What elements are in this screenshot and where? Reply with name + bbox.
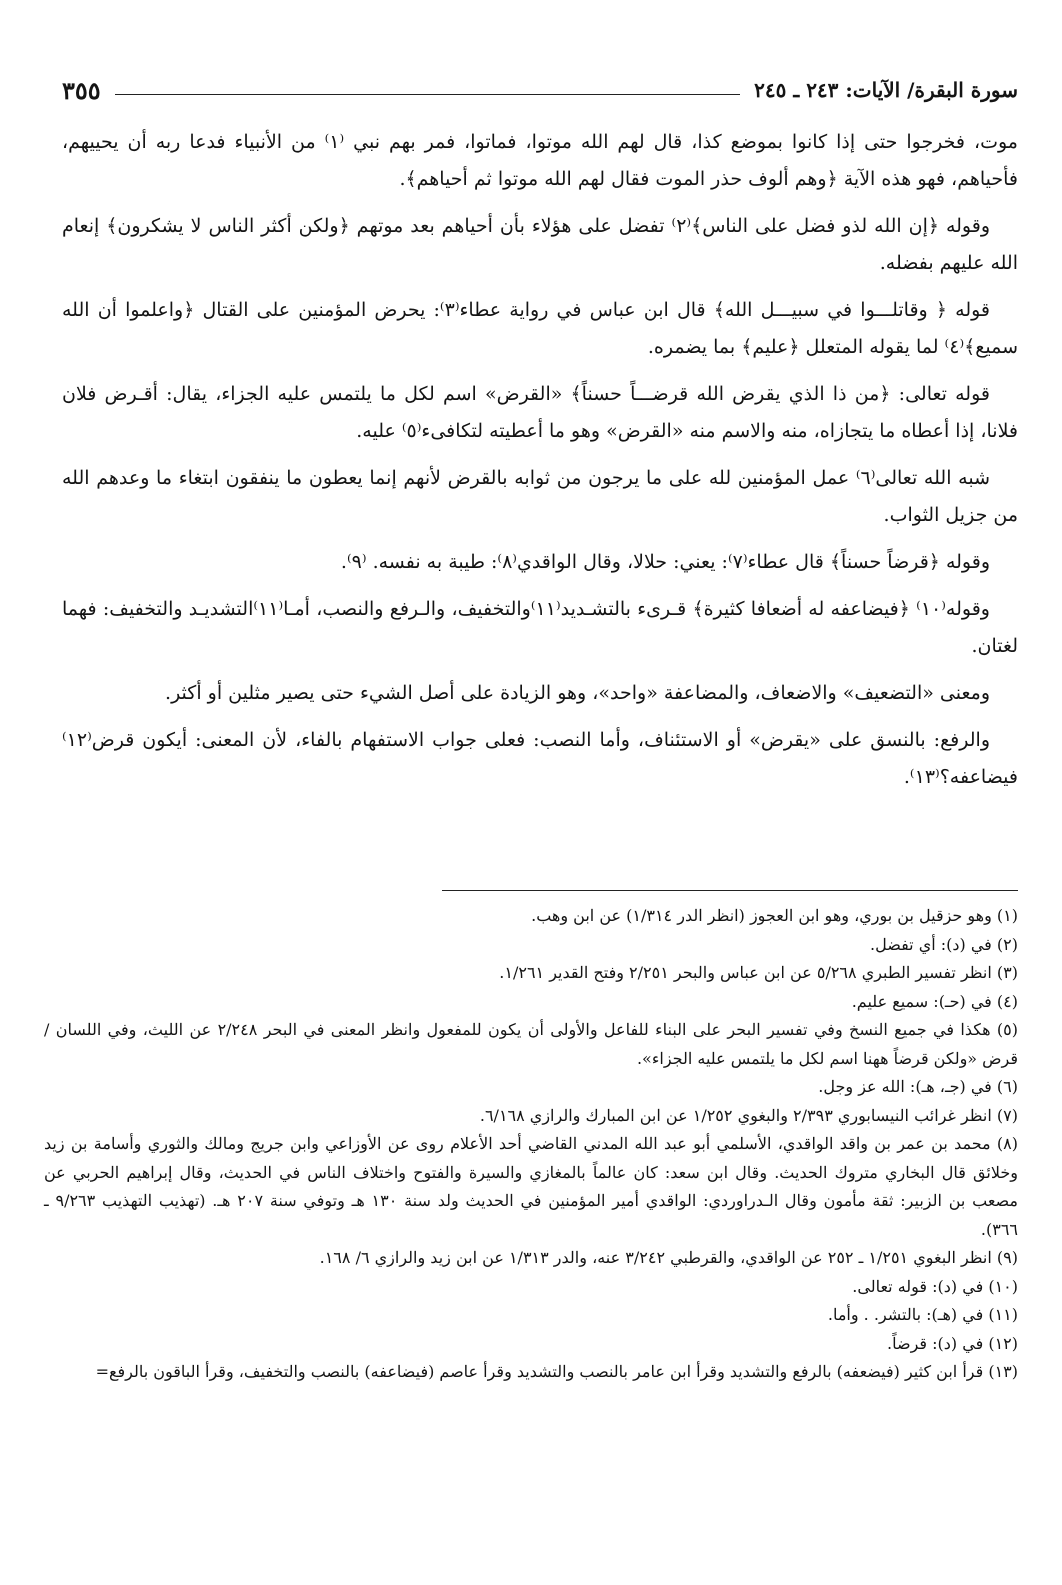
footnote: (١٢) في (د): قرضاً. (887, 1333, 1018, 1353)
paragraph: وقوله ﴿إن الله لذو فضل على الناس﴾⁽٢⁾ تفضل على هؤلاء بأن أحياهم بعد موتهم ﴿ولكن أكثر الناس لا يشكرون﴾ إنعام الله عليهم بفضله. (62, 215, 1018, 274)
surah-title: سورة البقرة/ الآيات: ٢٤٣ ـ ٢٤٥ (754, 78, 1018, 102)
main-text (62, 124, 1018, 806)
paragraph: وقوله⁽١٠⁾ ﴿فيضاعفه له أضعافا كثيرة﴾ قـرىء بالتشـديد⁽١١⁾والتخفيف، والـرفع والنصب، أمـا⁽١١⁾التشديـد والتخفيف: فهما لغتان. (62, 598, 1018, 657)
footnotes (44, 902, 1018, 1387)
page-number: ٣٥٥ (62, 75, 101, 105)
paragraph: قوله ﴿ وقاتلـــوا في سبيـــل الله﴾ قال ابن عباس في رواية عطاء⁽٣⁾: يحرض المؤمنين على القتال ﴿واعلموا أن الله سميع﴾⁽٤⁾ لما يقوله المتعلل ﴿عليم﴾ بما يضمره. (62, 299, 1018, 358)
footnote: (٥) هكذا في جميع النسخ وفي تفسير البحر على البناء للفاعل والأولى أن يكون للمفعول وانظر المعنى في البحر ٢/٢٤٨ عن الليث، وفي اللسان / قرض «ولكن قرضاً ههنا اسم لكل ما يلتمس عليه الجزاء». (44, 1020, 1018, 1068)
paragraph: والرفع: بالنسق على «يقرض» أو الاستئناف، وأما النصب: فعلى جواب الاستفهام بالفاء، لأن المعنى: أيكون قرض⁽١٢⁾ فيضاعفه؟⁽١٣⁾. (62, 729, 1018, 788)
paragraph: شبه الله تعالى⁽٦⁾ عمل المؤمنين لله على ما يرجون من ثوابه بالقرض لأنهم إنما يعطون ما ينفقون ابتغاء ما وعدهم الله من جزيل الثواب. (62, 467, 1018, 526)
paragraph: وقوله ﴿قرضاً حسناً﴾ قال عطاء⁽٧⁾: يعني: حلالا، وقال الواقدي⁽٨⁾: طيبة به نفسه. ⁽٩⁾. (340, 551, 990, 573)
footnote: (٧) انظر غرائب النيسابوري ٢/٣٩٣ والبغوي ١/٢٥٢ عن ابن المبارك والرازي ٦/١٦٨. (479, 1105, 1018, 1125)
footnote: (٣) انظر تفسير الطبري ٥/٢٦٨ عن ابن عباس والبحر ٢/٢٥١ وفتح القدير ١/٢٦١. (499, 963, 1018, 982)
footnote: (٢) في (د): أي تفضل. (869, 934, 1018, 954)
footnote: (١) وهو حزقيل بن بوري، وهو ابن العجوز (انظر الدر ١/٣١٤) عن ابن وهب. (531, 906, 1018, 925)
paragraph: موت، فخرجوا حتى إذا كانوا بموضع كذا، قال لهم الله موتوا، فماتوا، فمر بهم نبي ⁽١⁾ من الأنبياء فدعا ربه أن يحييهم، فأحياهم، فهو هذه الآية ﴿وهم ألوف حذر الموت فقال لهم الله موتوا ثم أحياهم﴾. (62, 131, 1018, 190)
footnote: (١٣) قرأ ابن كثير (فيضعفه) بالرفع والتشديد وقرأ ابن عامر بالنصب والتشديد وقرأ عاصم (فيضاعفه) بالنصب والتخفيف، وقرأ الباقون بالرفع= (95, 1362, 1018, 1381)
footnote-separator (442, 890, 1018, 891)
footnote: (٤) في (حـ): سميع عليم. (851, 991, 1018, 1011)
header-rule (115, 94, 740, 95)
footnote: (١٠) في (د): قوله تعالى. (852, 1276, 1018, 1296)
footnote: (٨) محمد بن عمر بن واقد الواقدي، الأسلمي أبو عبد الله المدني القاضي أحد الأعلام روى عن الأوزاعي وابن جريج ومالك والثوري وأسامة بن زيد وخلائق قال البخاري متروك الحديث. وقال ابن سعد: كان عالماً بالمغازي والسيرة والفتوح واختلاف الناس في الحديث، وقال إبراهيم الحربي عن مصعب بن الزبير: ثقة مأمون وقال الـدراوردي: الواقدي أمير المؤمنين في الحديث ولد سنة ١٣٠ هـ وتوفي سنة ٢٠٧ هـ. (تهذيب التهذيب ٩/٢٦٣ ـ ٣٦٦). (44, 1134, 1018, 1239)
paragraph: قوله تعالى: ﴿من ذا الذي يقرض الله قرضـــاً حسناً﴾ «القرض» اسم لكل ما يلتمس عليه الجزاء، يقال: أقـرض فلان فلانا، إذا أعطاه ما يتجازاه، منه والاسم منه «القرض» وهو ما أعطيته لتكافىء⁽٥⁾ عليه. (62, 383, 1018, 442)
footnote: (١١) في (هـ): بالتشر. . وأما. (827, 1305, 1018, 1324)
footnote: (٩) انظر البغوي ١/٢٥١ ـ ٢٥٢ عن الواقدي، والقرطبي ٣/٢٤٢ عنه، والدر ١/٣١٣ عن ابن زيد والرازي ٦/ ١٦٨. (319, 1248, 1018, 1267)
page-header (62, 70, 1018, 110)
footnote: (٦) في (جـ، هـ): الله عز وجل. (818, 1077, 1018, 1096)
paragraph: ومعنى «التضعيف» والاضعاف، والمضاعفة «واحد»، وهو الزيادة على أصل الشيء حتى يصير مثلين أو أكثر. (165, 682, 990, 704)
